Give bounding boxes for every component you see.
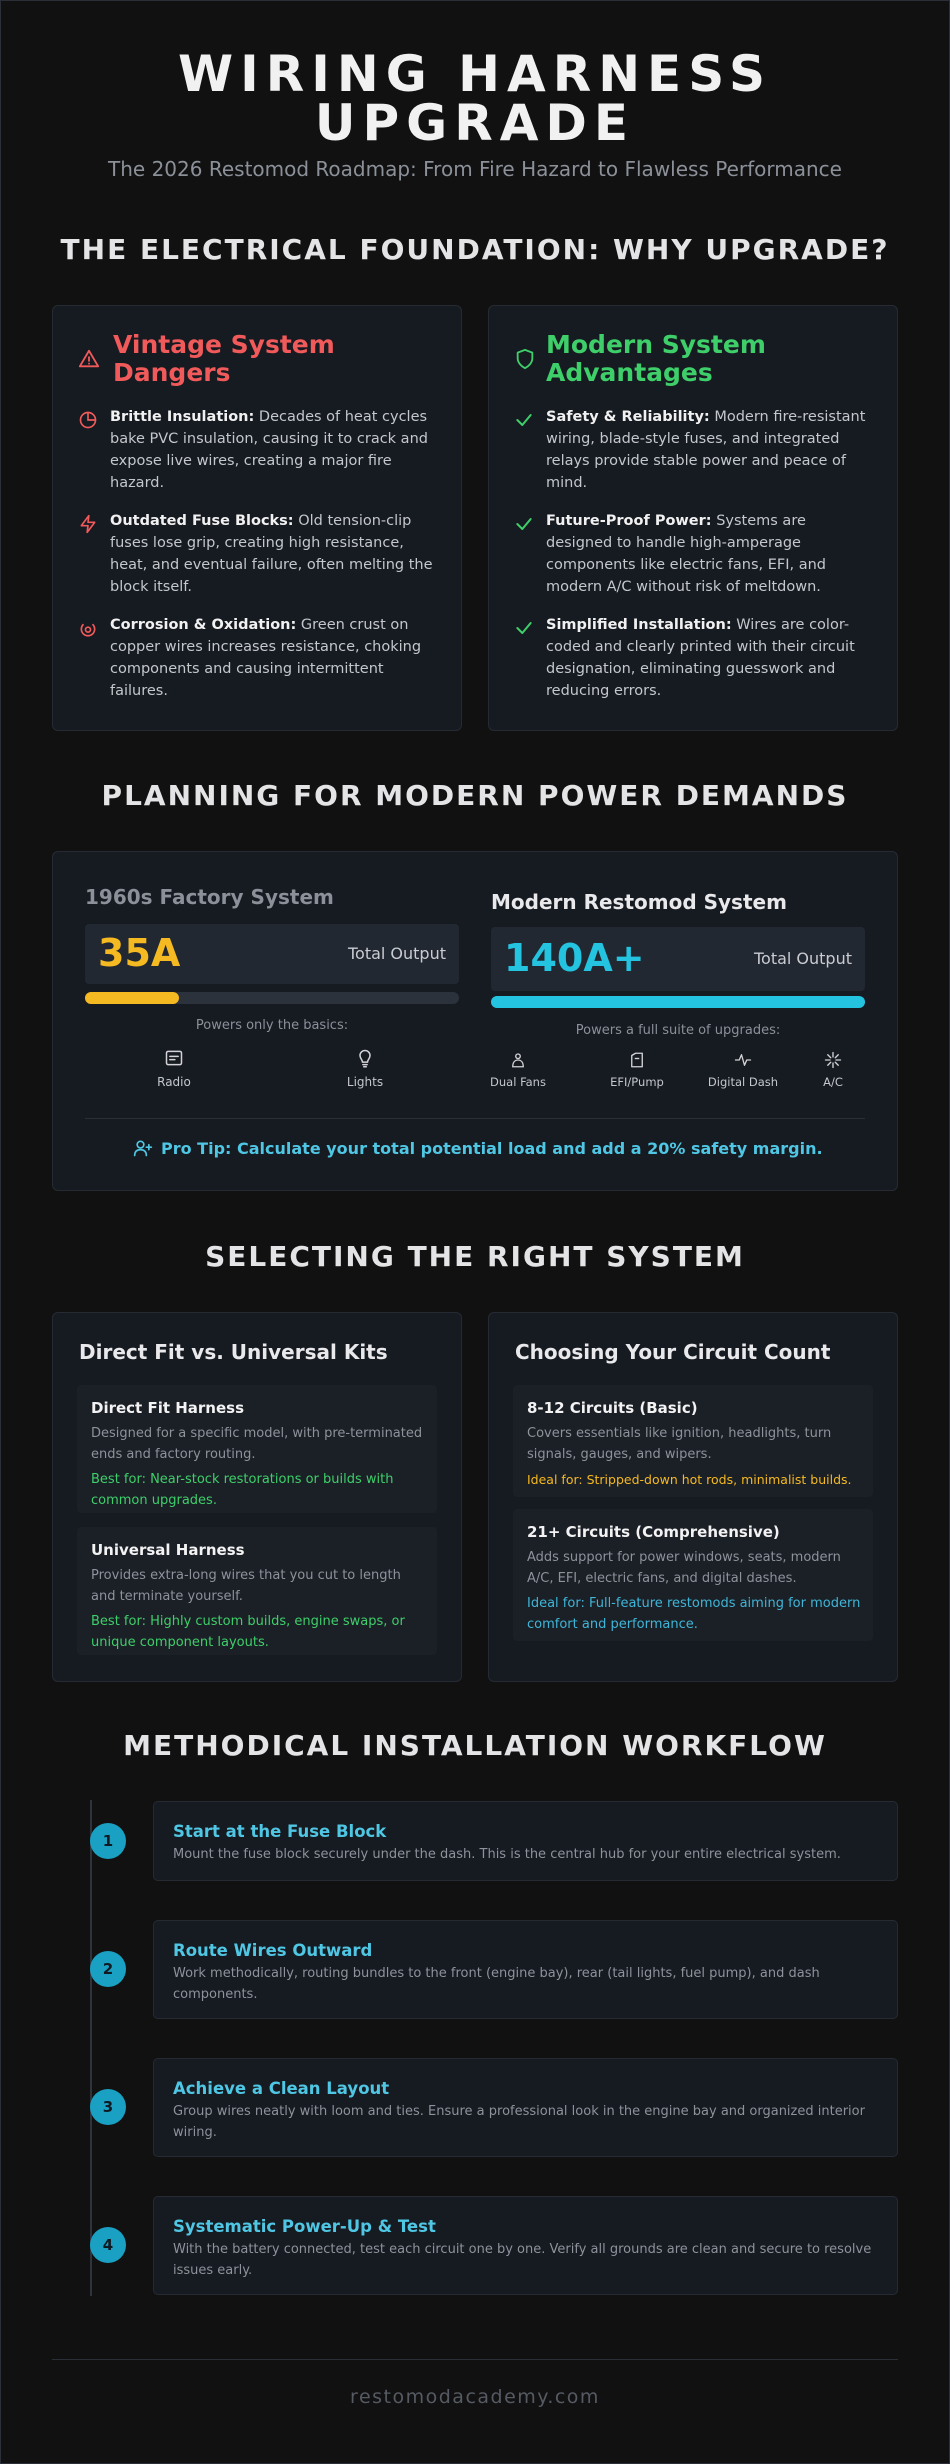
kits-card bbox=[52, 1312, 462, 1682]
circuits-card-title: Choosing Your Circuit Count bbox=[515, 1340, 831, 1364]
universal-note: Best for: Highly custom builds, engine swaps, or unique component layouts. bbox=[91, 1614, 405, 1650]
footer-site: restomodacademy.com bbox=[350, 2386, 600, 2408]
footer-divider bbox=[52, 2359, 898, 2360]
shield-icon bbox=[514, 348, 536, 370]
modern-amp-box bbox=[491, 927, 865, 991]
factory-system-label: 1960s Factory System bbox=[85, 885, 334, 909]
step-title-4: Systematic Power-Up & Test bbox=[173, 2217, 436, 2236]
direct-fit-option bbox=[77, 1385, 437, 1513]
page-title-line2: UPGRADE bbox=[314, 94, 636, 152]
modern-item-fans: Dual Fans bbox=[490, 1075, 546, 1089]
step-number-4: 4 bbox=[90, 2227, 126, 2263]
direct-fit-title: Direct Fit Harness bbox=[91, 1399, 245, 1417]
step-desc-4: With the battery connected, test each circuit one by one. Verify all grounds are clean and secure to resolve issues early. bbox=[173, 2242, 872, 2278]
step-title-3: Achieve a Clean Layout bbox=[173, 2079, 390, 2098]
section-heading-power: PLANNING FOR MODERN POWER DEMANDS bbox=[101, 779, 849, 812]
modern-item-dash: Digital Dash bbox=[707, 1075, 779, 1089]
modern-progress-bar bbox=[491, 996, 865, 1008]
comprehensive-circuits-desc: Adds support for power windows, seats, modern A/C, EFI, electric fans, and digital dashes. bbox=[527, 1550, 841, 1586]
divider bbox=[85, 1118, 865, 1119]
comprehensive-circuits-option bbox=[513, 1509, 873, 1641]
step-card-2 bbox=[153, 1920, 898, 2019]
modern-system-label: Modern Restomod System bbox=[491, 890, 787, 914]
factory-progress-bar bbox=[85, 992, 459, 1004]
lightning-icon bbox=[78, 514, 98, 534]
modern-item-ac: A/C bbox=[823, 1075, 843, 1089]
factory-output-label: Total Output bbox=[347, 944, 446, 963]
modern-item-2: Future-Proof Power: Systems are designed to handle high-amperage components like electric fans, EFI, and modern A/C without risk of meltdown. bbox=[546, 513, 826, 595]
step-title-2: Route Wires Outward bbox=[173, 1941, 373, 1960]
modern-card-title: Modern System Advantages bbox=[546, 330, 766, 387]
lightbulb-icon bbox=[355, 1048, 375, 1068]
direct-fit-desc: Designed for a specific model, with pre-terminated ends and factory routing. bbox=[91, 1426, 423, 1462]
modern-item-3: Simplified Installation: Wires are color-coded and clearly printed with their circuit designation, eliminating guesswork and reducing errors. bbox=[546, 617, 855, 699]
corrosion-icon bbox=[78, 618, 98, 638]
modern-item-1: Safety & Reliability: Modern fire-resistant wiring, blade-style fuses, and integrated relays provide stable power and peace of mind. bbox=[546, 409, 866, 491]
factory-amp-box bbox=[85, 924, 459, 984]
section-heading-select: SELECTING THE RIGHT SYSTEM bbox=[205, 1240, 745, 1273]
step-card-3 bbox=[153, 2058, 898, 2157]
check-icon bbox=[514, 618, 534, 638]
factory-note: Powers only the basics: bbox=[195, 1018, 349, 1033]
modern-output-label: Total Output bbox=[753, 949, 852, 968]
step-card-1 bbox=[153, 1801, 898, 1881]
vintage-dangers-card bbox=[52, 305, 462, 731]
modern-amp-value: 140A+ bbox=[504, 936, 645, 980]
power-comparison-card bbox=[52, 851, 898, 1191]
vintage-card-title: Vintage System Dangers bbox=[113, 330, 335, 387]
radio-icon bbox=[164, 1048, 184, 1068]
page-title-line1: WIRING HARNESS bbox=[178, 45, 772, 103]
step-title-1: Start at the Fuse Block bbox=[173, 1822, 387, 1841]
section-heading-workflow: METHODICAL INSTALLATION WORKFLOW bbox=[123, 1729, 827, 1762]
modern-note: Powers a full suite of upgrades: bbox=[575, 1023, 781, 1038]
basic-circuits-option bbox=[513, 1385, 873, 1497]
modern-progress-fill bbox=[491, 996, 865, 1008]
vintage-item-2: Outdated Fuse Blocks: Old tension-clip fuses lose grip, creating high resistance, heat, and eventual failure, often melting the block itself. bbox=[110, 513, 433, 595]
kits-card-title: Direct Fit vs. Universal Kits bbox=[79, 1340, 388, 1364]
comprehensive-circuits-title: 21+ Circuits (Comprehensive) bbox=[527, 1523, 780, 1541]
user-plus-icon bbox=[133, 1138, 153, 1158]
page-subtitle: The 2026 Restomod Roadmap: From Fire Hazard to Flawless Performance bbox=[108, 157, 842, 181]
universal-desc: Provides extra-long wires that you cut to length and terminate yourself. bbox=[91, 1568, 401, 1604]
factory-amp-value: 35A bbox=[98, 931, 181, 975]
step-number-1: 1 bbox=[90, 1823, 126, 1859]
basic-circuits-desc: Covers essentials like ignition, headlights, turn signals, gauges, and wipers. bbox=[527, 1426, 832, 1462]
factory-item-lights: Lights bbox=[346, 1075, 384, 1089]
step-card-4 bbox=[153, 2196, 898, 2295]
circuits-card bbox=[488, 1312, 898, 1682]
step-number-3: 3 bbox=[90, 2089, 126, 2125]
basic-circuits-note: Ideal for: Stripped-down hot rods, minimalist builds. bbox=[527, 1472, 852, 1487]
timeline-line bbox=[90, 1800, 92, 2296]
pie-chart-icon bbox=[78, 410, 98, 430]
pro-tip: Pro Tip: Calculate your total potential load and add a 20% safety margin. bbox=[161, 1139, 823, 1158]
direct-fit-note: Best for: Near-stock restorations or builds with common upgrades. bbox=[91, 1472, 394, 1508]
fuel-pump-icon bbox=[628, 1051, 646, 1069]
vintage-item-3: Corrosion & Oxidation: Green crust on copper wires increases resistance, choking components and causing intermittent failures. bbox=[110, 617, 422, 699]
check-icon bbox=[514, 514, 534, 534]
step-desc-2: Work methodically, routing bundles to the front (engine bay), rear (tail lights, fuel pump), and dash components. bbox=[173, 1966, 820, 2002]
modern-item-efi: EFI/Pump bbox=[610, 1075, 664, 1089]
fan-icon bbox=[509, 1051, 527, 1069]
factory-item-radio: Radio bbox=[157, 1075, 191, 1089]
factory-progress-fill bbox=[85, 992, 179, 1004]
section-heading-why: THE ELECTRICAL FOUNDATION: WHY UPGRADE? bbox=[60, 233, 890, 266]
step-desc-1: Mount the fuse block securely under the dash. This is the central hub for your entire electrical system. bbox=[173, 1847, 841, 1862]
step-number-2: 2 bbox=[90, 1951, 126, 1987]
comprehensive-circuits-note: Ideal for: Full-feature restomods aiming for modern comfort and performance. bbox=[527, 1596, 861, 1632]
snowflake-icon bbox=[824, 1051, 842, 1069]
basic-circuits-title: 8-12 Circuits (Basic) bbox=[527, 1399, 698, 1417]
vintage-item-1: Brittle Insulation: Decades of heat cycles bake PVC insulation, causing it to crack and expose live wires, creating a major fire hazard. bbox=[110, 409, 428, 491]
warning-triangle-icon bbox=[78, 348, 100, 370]
pulse-icon bbox=[734, 1051, 752, 1069]
check-icon bbox=[514, 410, 534, 430]
universal-title: Universal Harness bbox=[91, 1541, 245, 1559]
universal-option bbox=[77, 1527, 437, 1655]
step-desc-3: Group wires neatly with loom and ties. Ensure a professional look in the engine bay and organized interior wiring. bbox=[173, 2104, 865, 2140]
modern-advantages-card bbox=[488, 305, 898, 731]
